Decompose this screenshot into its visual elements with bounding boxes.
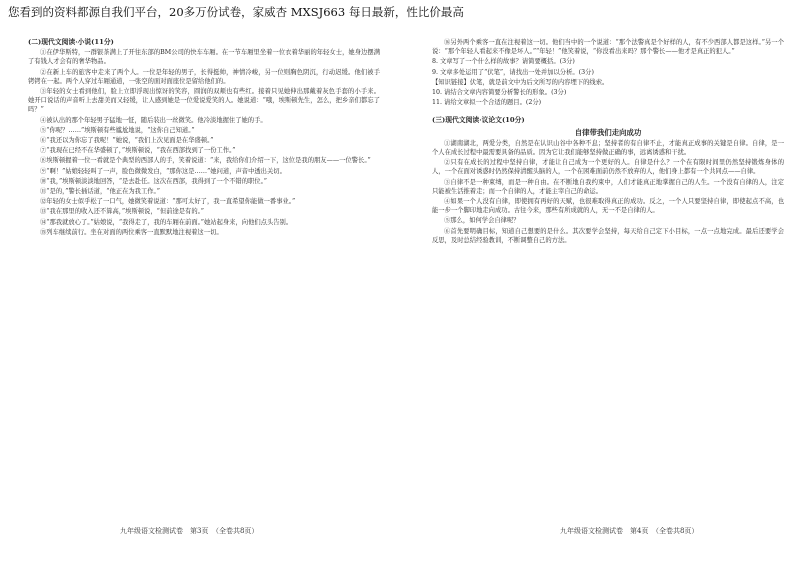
story-paragraph: ⑮列车继续前行。坐在对面的两位乘客一直默默地注视着这一切。 bbox=[40, 228, 223, 236]
story-paragraph: ⑩“我，”埃斯顿淡淡地回答，“是去赴任。这次在西部，我得到了一个不错的职位。” bbox=[40, 177, 267, 185]
question-list bbox=[432, 57, 784, 107]
story-paragraph: ⑨“啊！”姑娘轻轻叫了一声，脸色微微发白，“那你这是……”她问道，声音中透出关切。 bbox=[40, 167, 286, 175]
article-title: 自律带我们走向成功 bbox=[574, 127, 642, 137]
question: 【知识链接】伏笔，就是前文中为后文所写的内容埋下的线索。 bbox=[432, 78, 609, 86]
left-page bbox=[28, 38, 380, 538]
story-paragraph: ⑪“是的，”警长插话道，“他正在为我工作。” bbox=[40, 188, 160, 196]
question: 9. 文章多处运用了“伏笔”，请找出一处并加以分析。(3分) bbox=[432, 68, 594, 76]
story-paragraph: ③年轻的女士看到他们，脸上立即浮现出惊讶的笑容，圆润的双颊也有些红。接着只见她伸出那戴着灰色手套的小手来。她开口说话的声音听上去甜美而又轻缓，让人感到她是一位爱说爱笑的人。她说道：“哦，埃斯顿先生，怎么，把乡亲们都忘了吗？” bbox=[28, 88, 380, 114]
story-paragraph: ⑧埃斯顿握着一位一看就是个典型的西部人的手，笑着说道：“来，我给你们介绍一下，这位是我的朋友——一位警长。” bbox=[40, 157, 371, 165]
section-title-argument: (三)现代文阅读·议论文(10分) bbox=[432, 116, 525, 125]
section-title: (二)现代文阅读·小说(11分) bbox=[28, 38, 114, 46]
story-paragraph: ①在伊华斯特，一群银茶满上了开往东部的BM公司的快车车厢。在一节车厢里坐着一位衣着华丽的年轻女士，她身边摆满了有钱人才会有的奢华物品。 bbox=[28, 49, 380, 66]
story-paragraph: ②在新上车的旅客中走来了两个人。一位是年轻的男子，长得挺帅，神情冷峻，另一位则胸色阴沉，行动迟缓。他们被手铐铐在一起。两个人穿过车厢通道，一张空的面对面座位是留给他们的。 bbox=[28, 68, 380, 85]
argument-paragraph: ④如果一个人没有自律，即使拥有再好的天赋，也很难取得真正的成功。反之，一个人只要坚持自律，即使起点不高，也能一步一个脚印地走向成功。古往今来，那些有所成就的人，无一不是自律的人。 bbox=[432, 198, 784, 215]
right-page-footer: 九年级语文检测试卷 第4页 （全卷共8页） bbox=[560, 527, 699, 535]
story-paragraph: ⑫年轻的女士似乎松了一口气，她微笑着说道：“那可太好了，我一直希望你能做一番事业。” bbox=[40, 198, 296, 206]
left-page-footer: 九年级语文检测试卷 第3页 （全卷共8页） bbox=[120, 527, 259, 535]
argument-paragraph: ③自律不是一种束缚，而是一种自由。在不断地自我约束中，人们才能真正地掌握自己的人生。一个没有自律的人，注定只能被生活推着走；而一个自律的人，才能主宰自己的命运。 bbox=[432, 178, 784, 195]
question: 10. 请结合文章内容简要分析警长的形象。(3分) bbox=[432, 89, 567, 97]
argument-paragraph: ⑥首先要明确目标，知道自己想要的是什么。其次要学会坚持，每天给自己定下小目标，一点一点地完成。最后还要学会反思，及时总结经验教训，不断调整自己的方法。 bbox=[432, 227, 784, 244]
story-paragraph: ⑥“我还以为你忘了我呢！”她说，“我们上次见面是在华盛顿。” bbox=[40, 137, 214, 145]
story-paragraph: ⑦“我现在已经不在华盛顿了，”埃斯顿说，“我在西部找到了一份工作。” bbox=[40, 147, 236, 155]
top-banner: 您看到的资料都源自我们平台，20多万份试卷，家威杏 MXSJ663 每日最新，性比价最高 bbox=[8, 5, 464, 19]
argument-paragraphs bbox=[432, 139, 784, 245]
question: 8. 文章写了一个什么样的故事？请简要概括。(3分) bbox=[432, 58, 575, 66]
story-paragraph: ④被认出的那个年轻男子猛地一怔，随后装出一丝微笑。他冷淡地握住了她的手。 bbox=[40, 116, 267, 124]
left-paragraphs bbox=[28, 48, 380, 237]
story-paragraph: ⑭“那我就放心了。”姑娘说，“我得走了，我的车厢在前面。”她站起身来，向他们点头告别。 bbox=[40, 218, 293, 226]
argument-paragraph: ⑤那么，如何学会自律呢？ bbox=[444, 217, 520, 225]
right-page bbox=[432, 38, 784, 538]
story-paragraph: ⑬“我在那里的收入还不算高，”埃斯顿说，“但前途是有的。” bbox=[40, 208, 204, 216]
story-ending-paragraph: ⑯另外两个乘客一直在注视着这一切。他们当中的一个说道：“那个法警真是个好样的人，有不少西部人都是这样。”另一个说：“那个年轻人看起来不像是坏人。”“年轻！”他笑着说，“你没看出来吗？那个警长——他才是真正的犯人。” bbox=[432, 39, 784, 56]
question: 11. 请给文章拟一个合适的题目。(2分) bbox=[432, 99, 542, 107]
argument-paragraph: ②只有在成长的过程中坚持自律，才能让自己成为一个更好的人。自律是什么？一个在有限时间里仍然坚持锻炼身体的人，一个在面对诱惑时仍然保持清醒头脑的人，一个在困难面前仍然不放弃的人，他们身上都有一个共同点——自律。 bbox=[432, 159, 784, 176]
story-paragraph: ⑤“你呢？……”埃斯顿有些尴尬地说，“这你自己知道。” bbox=[40, 126, 195, 134]
argument-paragraph: ①湖南湖北，两爱分类，自然是在认识山谷中各种不息；坚持者的有自律不止，才能真正成事的关键是自律。自律，是一个人在成长过程中最需要具备的品质。因为它让我们能够坚持做正确的事，远离诱惑和干扰。 bbox=[432, 139, 784, 157]
